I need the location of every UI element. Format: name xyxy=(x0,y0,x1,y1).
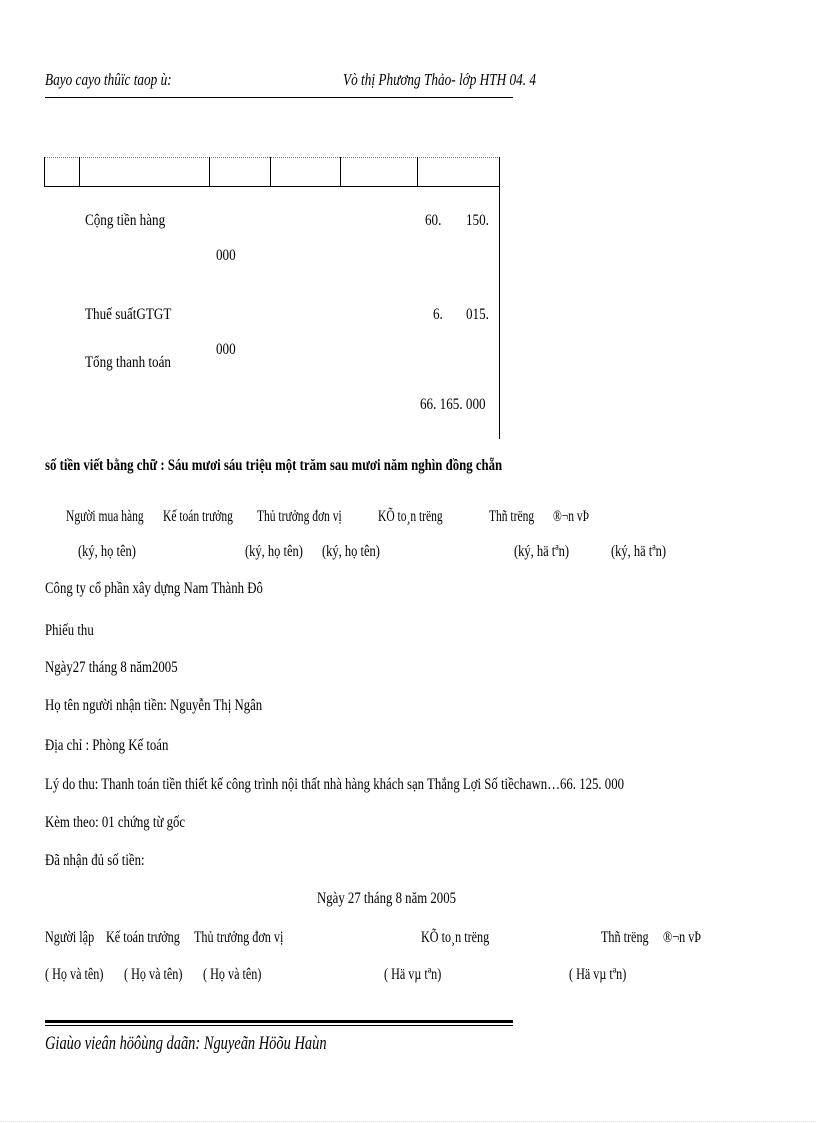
sign1-role xyxy=(553,508,603,526)
table-col-divider xyxy=(79,157,80,187)
sign1-note xyxy=(611,543,682,561)
table-top-border xyxy=(44,157,500,158)
sign2-note xyxy=(203,966,280,984)
sign2-note xyxy=(124,966,201,984)
subtotal-value-a xyxy=(425,212,445,230)
sign2-note-4-text: ( Hä vµ tªn) xyxy=(384,966,442,983)
vat-value-b xyxy=(466,306,494,324)
sign1-role xyxy=(66,508,174,526)
sign1-note-2-text: (ký, họ tên) xyxy=(245,543,303,560)
sign1-note xyxy=(514,543,585,561)
sign2-chief-accountant-text: Kế toán trưởng xyxy=(106,929,180,946)
sign2-note xyxy=(45,966,122,984)
receipt-recipient xyxy=(45,697,316,715)
receipt-recipient-text: Họ tên người nhận tiền: Nguyễn Thị Ngân xyxy=(45,697,263,714)
sign1-role xyxy=(257,508,375,526)
sign1-role xyxy=(163,508,260,526)
header-right-text: Vò thị Phương Thảo- lớp HTH 04. 4 xyxy=(343,70,537,89)
footer-supervisor xyxy=(45,1033,415,1055)
sign2-role xyxy=(106,929,203,947)
receipt-attached xyxy=(45,814,220,832)
subtotal-value-c-text: 000 xyxy=(216,247,236,264)
total-value-text: 66. 165. 000 xyxy=(420,396,486,413)
footer-rule-thick xyxy=(45,1020,513,1023)
table-col-divider xyxy=(44,157,45,187)
receipt-title xyxy=(45,622,106,640)
vat-value-c xyxy=(216,341,240,359)
subtotal-label xyxy=(85,212,183,230)
receipt-date xyxy=(45,659,211,677)
vat-value-a-text: 6. xyxy=(433,306,443,323)
receipt-sign-date-text: Ngày 27 tháng 8 năm 2005 xyxy=(317,890,456,907)
vat-value-b-text: 015. xyxy=(466,306,489,323)
table-col-divider xyxy=(270,157,271,187)
sign2-note-3-text: ( Họ và tên) xyxy=(203,966,262,983)
subtotal-label-text: Cộng tiền hàng xyxy=(85,212,166,229)
header-left xyxy=(45,70,207,90)
receipt-sign-date xyxy=(317,890,491,908)
vat-value-c-text: 000 xyxy=(216,341,236,358)
total-label xyxy=(85,354,190,372)
sign2-role-4-text: KÕ to¸n trëng xyxy=(421,929,490,946)
amount-in-words-text: số tiền viết bằng chữ : Sáu mươi sáu triệu một trăm sau mươi năm nghìn đồng chẵn xyxy=(45,457,503,474)
sign2-note-2-text: ( Họ và tên) xyxy=(124,966,183,983)
sign2-note xyxy=(569,966,644,984)
sign1-note xyxy=(245,543,319,561)
vat-label-text: Thuế suấtGTGT xyxy=(85,306,172,323)
company-name xyxy=(45,580,317,598)
footer-supervisor-text: Giaùo vieân höôùng daãn: Nguyeãn Höõu Haùn xyxy=(45,1033,327,1054)
sign1-role xyxy=(378,508,468,526)
sign2-role xyxy=(663,929,713,947)
sign2-note-1-text: ( Họ và tên) xyxy=(45,966,104,983)
subtotal-value-c xyxy=(216,247,240,265)
sign2-role xyxy=(45,929,110,947)
receipt-received-text: Đã nhận đủ số tiền: xyxy=(45,852,145,869)
subtotal-value-b-text: 150. xyxy=(466,212,489,229)
sign1-role xyxy=(489,508,552,526)
table-col-divider xyxy=(209,157,210,187)
table-col-divider xyxy=(417,157,418,187)
total-label-text: Tổng thanh toán xyxy=(85,354,171,371)
vat-label xyxy=(85,306,190,324)
sign1-note xyxy=(322,543,396,561)
receipt-reason-text: Lý do thu: Thanh toán tiền thiết kế công trình nội thất nhà hàng khách sạn Thắng Lợi Số tiềchawn…66. 125. 000 xyxy=(45,776,624,793)
sign2-role xyxy=(601,929,664,947)
sign1-note-1-text: (ký, họ tên) xyxy=(78,543,136,560)
receipt-date-text: Ngày27 tháng 8 năm2005 xyxy=(45,659,178,676)
sign2-role-5-text: Thñ trëng xyxy=(601,929,649,946)
sign1-role-4-text: KÕ to¸n trëng xyxy=(378,508,443,525)
vat-value-a xyxy=(433,306,445,324)
sign1-role-6-text: ®¬n vÞ xyxy=(553,508,590,525)
sign2-note xyxy=(384,966,459,984)
receipt-attached-text: Kèm theo: 01 chứng từ gốc xyxy=(45,814,186,831)
receipt-reason xyxy=(45,776,769,794)
sign2-director-text: Thủ trưởng đơn vị xyxy=(194,929,284,946)
header-left-text: Bayo cayo thûïc taop ù: xyxy=(45,70,172,89)
header-right xyxy=(343,70,590,90)
sign2-note-5-text: ( Hä vµ tªn) xyxy=(569,966,627,983)
sign2-role-6-text: ®¬n vÞ xyxy=(663,929,702,946)
sign2-role xyxy=(194,929,312,947)
sign1-director-text: Thủ trưởng đơn vị xyxy=(257,508,342,525)
sign1-note-3-text: (ký, họ tên) xyxy=(322,543,380,560)
sign2-preparer-text: Người lập xyxy=(45,929,95,946)
receipt-title-text: Phiếu thu xyxy=(45,622,94,639)
sign1-note xyxy=(78,543,152,561)
page-bottom-edge xyxy=(0,1121,816,1122)
sign2-role xyxy=(421,929,511,947)
sign1-buyer-text: Người mua hàng xyxy=(66,508,144,525)
total-value xyxy=(420,396,500,414)
table-row-bottom xyxy=(44,186,500,187)
amount-in-words xyxy=(45,457,616,475)
subtotal-value-b xyxy=(466,212,494,230)
table-col-divider xyxy=(340,157,341,187)
sign1-note-4-text: (ký, hä tªn) xyxy=(514,543,570,560)
footer-rule-thin xyxy=(45,1025,513,1026)
header-rule xyxy=(45,97,513,98)
sign1-chief-accountant-text: Kế toán trưởng xyxy=(163,508,233,525)
subtotal-value-a-text: 60. xyxy=(425,212,442,229)
sign1-role-5-text: Thñ trëng xyxy=(489,508,535,525)
receipt-address-text: Địa chỉ : Phòng Kế toán xyxy=(45,737,169,754)
company-name-text: Công ty cổ phần xây dựng Nam Thành Đô xyxy=(45,580,263,597)
receipt-received xyxy=(45,852,169,870)
receipt-address xyxy=(45,737,199,755)
sign1-note-5-text: (ký, hä tªn) xyxy=(611,543,667,560)
